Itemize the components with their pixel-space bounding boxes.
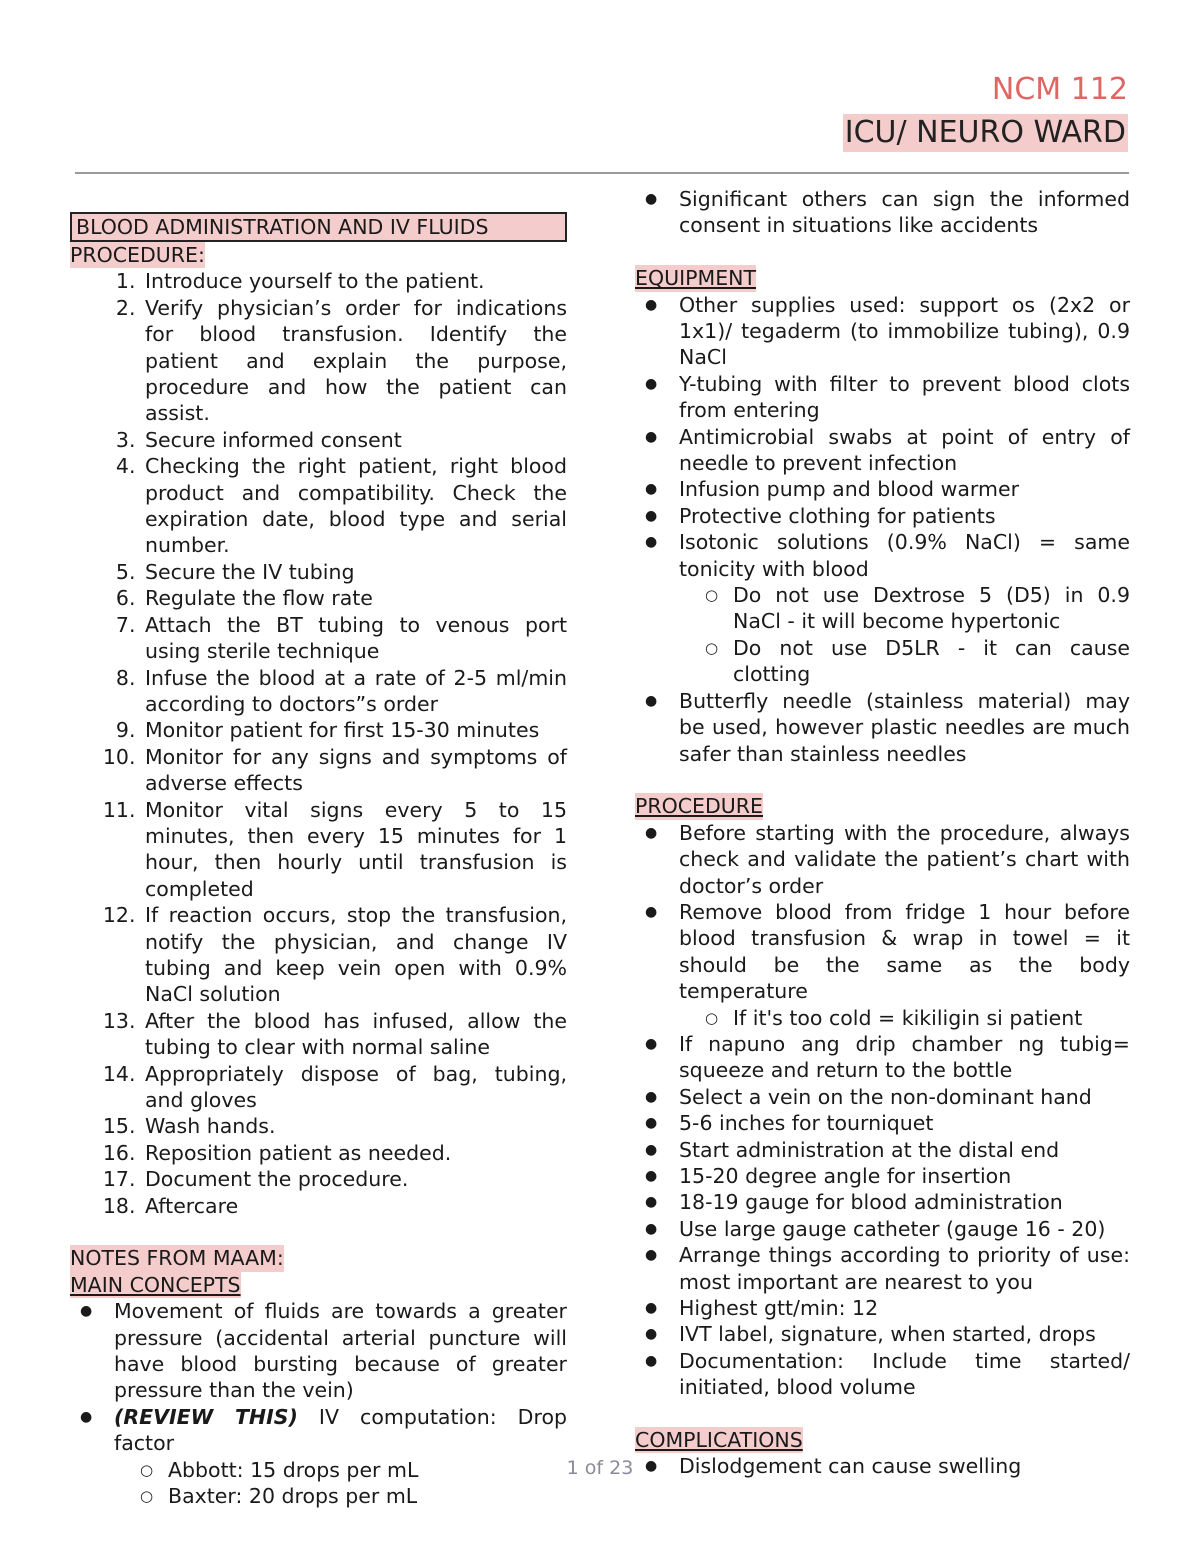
list-item: ○ If it's too cold = kikiligin si patient [733,1005,1130,1031]
section-title-box: BLOOD ADMINISTRATION AND IV FLUIDS [70,212,567,242]
complications-heading: COMPLICATIONS [635,1428,803,1453]
header-divider [75,172,1129,174]
fridge-sublist [679,1005,1130,1031]
list-item: ● Movement of fluids are towards a greater pressure (accidental arterial puncture will have blood bursting because of greater pressure than the vein) [114,1298,567,1404]
list-item: 14. Appropriately dispose of bag, tubing, and gloves [142,1061,567,1114]
list-item: 9. Monitor patient for first 15-30 minutes [142,717,567,743]
equipment-heading: EQUIPMENT [635,266,756,291]
fridge-text: Remove blood from fridge 1 hour before blood transfusion & wrap in towel = it should be the same as the body temperature [679,899,1130,1004]
list-item: ● Start administration at the distal end [679,1137,1130,1163]
list-item: 1. Introduce yourself to the patient. [142,268,567,294]
list-item: 12. If reaction occurs, stop the transfusion, notify the physician, and change IV tubing and keep vein open with 0.9% NaCl solution [142,902,567,1008]
list-item: ○ Abbott: 15 drops per mL [168,1457,567,1483]
list-item: ○ Baxter: 20 drops per mL [168,1483,567,1509]
list-item: ● Select a vein on the non-dominant hand [679,1084,1130,1110]
procedure-notes-list [635,820,1130,1401]
list-item: 2. Verify physician’s order for indications for blood transfusion. Identify the patient and explain the purpose, procedure and how the patient can assist. [142,295,567,427]
list-item: 18. Aftercare [142,1193,567,1219]
page-indicator: 1 of 23 [566,1457,634,1479]
isotonic-sublist [679,582,1130,688]
procedure-heading: PROCEDURE: [70,243,205,267]
list-item: ● Antimicrobial swabs at point of entry of needle to prevent infection [679,424,1130,477]
list-item: 7. Attach the BT tubing to venous port using sterile technique [142,612,567,665]
list-item: ● Y-tubing with filter to prevent blood clots from entering [679,371,1130,424]
list-item: ● Infusion pump and blood warmer [679,476,1130,502]
equipment-list [635,292,1130,767]
concept-text: IV computation: Drop factor [114,1404,567,1456]
procedure-heading-right: PROCEDURE [635,794,763,819]
list-item: 16. Reposition patient as needed. [142,1140,567,1166]
consent-list [635,186,1130,239]
notes-heading: NOTES FROM MAAM: [70,1246,284,1271]
list-item: ● Use large gauge catheter (gauge 16 - 20) [679,1216,1130,1242]
list-item: ● If napuno ang drip chamber ng tubig= squeeze and return to the bottle [679,1031,1130,1084]
list-item: 15. Wash hands. [142,1113,567,1139]
list-item: ● Butterfly needle (stainless material) may be used, however plastic needles are much safer than stainless needles [679,688,1130,767]
list-item: 4. Checking the right patient, right blood product and compatibility. Check the expiration date, blood type and serial number. [142,453,567,559]
list-item: ● Arrange things according to priority of use: most important are nearest to you [679,1242,1130,1295]
procedure-steps [70,268,567,1219]
list-item: ● Documentation: Include time started/ initiated, blood volume [679,1348,1130,1401]
review-emphasis: (REVIEW THIS) [114,1404,298,1429]
page-header [843,70,1128,152]
list-item: 3. Secure informed consent [142,427,567,453]
list-item: 17. Document the procedure. [142,1166,567,1192]
list-item: ● Protective clothing for patients [679,503,1130,529]
list-item: ○ Do not use D5LR - it can cause clotting [733,635,1130,688]
list-item: 10. Monitor for any signs and symptoms of adverse effects [142,744,567,797]
ward-title: ICU/ NEURO WARD [844,115,1126,150]
left-column [70,186,567,1509]
list-item [679,899,1130,1031]
list-item: ● Before starting with the procedure, always check and validate the patient’s chart with doctor’s order [679,820,1130,899]
list-item: 6. Regulate the flow rate [142,585,567,611]
list-item: ● 5-6 inches for tourniquet [679,1110,1130,1136]
list-item: ○ Do not use Dextrose 5 (D5) in 0.9 NaCl - it will become hypertonic [733,582,1130,635]
right-column [635,186,1130,1480]
list-item: ● 15-20 degree angle for insertion [679,1163,1130,1189]
list-item: ● Dislodgement can cause swelling [679,1453,1130,1479]
list-item [679,529,1130,687]
list-item: ● 18-19 gauge for blood administration [679,1189,1130,1215]
list-item: 13. After the blood has infused, allow the tubing to clear with normal saline [142,1008,567,1061]
main-concepts-heading: MAIN CONCEPTS [70,1272,241,1297]
list-item: ● Significant others can sign the informed consent in situations like accidents [679,186,1130,239]
list-item: ● Highest gtt/min: 12 [679,1295,1130,1321]
list-item: ● Other supplies used: support os (2x2 or 1x1)/ tegaderm (to immobilize tubing), 0.9 NaCl [679,292,1130,371]
list-item: 8. Infuse the blood at a rate of 2-5 ml/min according to doctors”s order [142,665,567,718]
list-item: 5. Secure the IV tubing [142,559,567,585]
list-item: ● IVT label, signature, when started, drops [679,1321,1130,1347]
course-code: NCM 112 [991,72,1128,107]
isotonic-text: Isotonic solutions (0.9% NaCl) = same tonicity with blood [679,530,1130,581]
list-item: 11. Monitor vital signs every 5 to 15 minutes, then every 15 minutes for 1 hour, then hourly until transfusion is completed [142,797,567,903]
